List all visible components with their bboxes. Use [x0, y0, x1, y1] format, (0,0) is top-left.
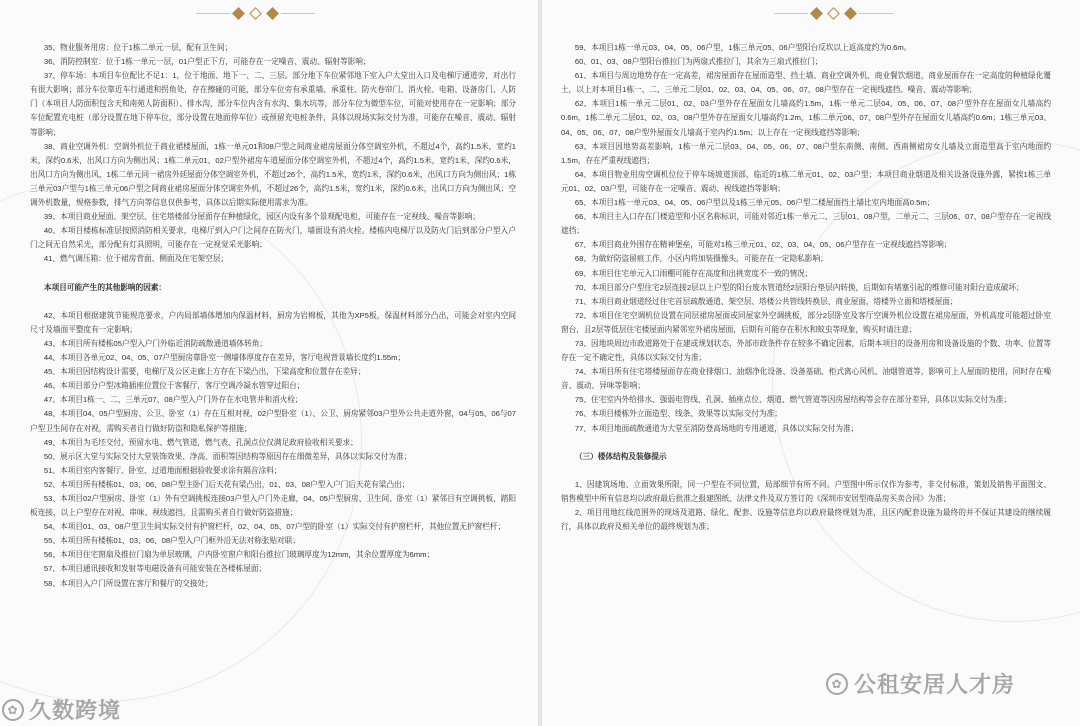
clause-75: 75、住宅室内外给排水、强弱电管线、孔洞、插座点位、烟道、燃气管道等因房屋结构等会存在部分差异，具体以实际交付为准；	[574, 395, 1012, 405]
watermark-left	[2, 694, 121, 725]
clause-45: 45、本项目因结构设计需要，电梯厅及公区走廊上方存在下梁凸出，下梁高度和位置存在差异；	[43, 367, 366, 377]
clause-65: 65、本项目1栋一单元03、04、05、06户型以及1栋三单元05、06户型二楼屋面挡土墙比室内地面高0.5m；	[574, 198, 935, 208]
watermark-logo-icon: ✿	[2, 699, 24, 721]
clause-53: 53、本项目02户型厨房、卧室（1）外有空调挑板连接03户型入户门外走廊，04、05户型厨房、卫生间、卧室（1）紧邻目有空调挑板、踏阳板连接，以上户型存在对视、串味、视线遮挡，且需购买者自行做好防盗措施；	[30, 494, 516, 518]
clause-48: 48、本项目04、05户型厨房、公卫、卧室（1）存在互相对视，02户型卧室（1）、公卫、厨房紧邻03户型外公共走道外窗，04与05、06与07户型卫生间存在对视，需购买者自行做好防盗和隐私保护等措施；	[30, 409, 516, 433]
clause-49: 49、本项目为毛坯交付，预留水电、燃气管道，燃气表、孔洞点位仅满足政府验收相关要求；	[43, 437, 358, 447]
structure-note-2: 2、项目用地红线范围外的现场及道路、绿化、配套、设施等信息均以政府最终规划为准，且区内配套设施为最终的并不保证其建设的继续履行，具体以政府及相关单位的最终规划为准；	[561, 508, 1051, 532]
clause-36: 36、消防控制室：位于1栋一单元一层，01户型正下方，可能存在一定噪音、震动、辐射等影响；	[43, 57, 371, 67]
clause-67: 67、本项目商业外围存在精神堡垒，可能对1栋三单元01、02、03、04、05、06户型存在一定视线遮挡等影响；	[574, 240, 952, 250]
clause-66: 66、本项目主入口存在门楼造型和小区名称标识，可能对邻近1栋一单元二、三层01、08户型，二单元二、三层06、07、08户型存在一定视线遮挡；	[561, 212, 1051, 236]
clause-56: 56、本项目住宅窗扇及推拉门扇为单层玻璃，户内卧室窗户和阳台推拉门玻璃厚度为12mm，其余位置厚度为6mm；	[43, 550, 435, 560]
clause-77: 77、本项目地面疏散通道为大堂至消防登高场地的专用通道，具体以实际交付为准；	[574, 423, 859, 433]
section-title-other-factors: 本项目可能产生的其他影响的因素：	[43, 282, 167, 292]
structure-note-1: 1、因建筑场地、立面效果所限，同一户型在不同位置，局部细节有所不同。户型图中所示仅作为参考，非交付标准，策划及销售平面图文、销售模型中所有信息均以政府最后批准之报建图纸、法律文件及双方签订的《深圳市安居型商品房买卖合同》为准；	[561, 479, 1051, 503]
clause-47: 47、本项目1栋一、二、三单元07、08户型入户门外存在水电管井和消火栓；	[43, 395, 303, 405]
watermark-right	[826, 668, 1015, 699]
clause-52: 52、本项目所有楼栋01、03、06、08户型主卧门后天花有梁凸出，01、03、08户型入户门后天花有梁凸出；	[43, 479, 410, 489]
clause-38: 38、商业空调外机：空调外机位于商业裙楼屋面，1栋一单元01和08户型之间商业裙房屋面分体空调室外机，不超过4个，高约1.5米，宽约1米，深约0.6米，出风口方向为侧出风；1栋二单元01、02户型外裙房车道屋面分体空调室外机，不超过4个，高约1.5米，宽约1米，深约0.6米，出风口方向为侧出风，1栋二单元同一裙房外廷屋面分体空调室外机，不超过26个，高约1.5米，宽约1米，深约0.6米，出风口方向为侧出风；1栋三单元03户型与1栋三单元06户型之间商业裙房屋面分体空调室外机，不超过26个，高约1.5米，宽约1米，深约0.6米，出风口方向为侧出风；空调外机数量，规格参数，排气方向等信息仅供参考，具体以后期实际使用需求为准。	[30, 141, 516, 208]
clause-35: 35、物业服务用房：位于1栋二单元一层，配有卫生间；	[43, 43, 233, 52]
clause-44: 44、本项目各单元02、04、05、07户型厨房靠卧室一侧墙体厚度存在差异，客厅电视背景墙长度约1.55m；	[43, 353, 406, 363]
clause-40: 40、本项目楼栋标准层按照消防相关要求，电梯厅到入户门之间存在防火门，墙面设有消火栓。楼栋内电梯厅以及防火门后到部分户型入户门之间无自然采光，部分配有灯具照明，可能存在一定视觉采光影响；	[30, 226, 516, 250]
clause-58: 58、本项目入户门所设置在客厅和餐厅的交接处；	[43, 578, 213, 588]
clause-59: 59、本项目1栋一单元03、04、05、06户型，1栋三单元05、06户型阳台反坎以上返高度约为0.6m。	[574, 43, 912, 52]
clause-50: 50、展示区大堂与实际交付大堂装饰效果、净高、面积等因结构等原因存在细微差异，具体以实际交付为准；	[43, 451, 412, 461]
clause-69: 69、本项目住宅单元入口雨棚可能存在高度和出挑宽度不一致的情况；	[574, 268, 813, 278]
section-title-structure: （三）楼体结构及装修提示	[574, 451, 667, 461]
clause-43: 43、本项目所有楼栋05户型入户门外临近消防疏散通道墙体转角；	[43, 338, 267, 348]
clause-57: 57、本项目通讯接收和发射等电磁设备有可能安装在各楼栋屋面；	[43, 564, 267, 574]
clause-70: 70、本项目部分户型住宅2层连接2层以上户型的阳台废水管道经2层阳台垫层内转换，后期如有堵塞引起的维修可能对阳台造成破坏；	[574, 282, 1024, 292]
clause-42: 42、本项目根据建筑节能规范要求，户内局部墙体增加内保温材料，厨房为岩棉板，其他为XP5板，保温材料部分凸出，可能会对室内空间尺寸及墙面平整度有一定影响；	[30, 310, 516, 334]
clause-37: 37、停车场：本项目车位配比不足1：1，位于地面、地下一、二、三层。部分地下车位紧邻地下室入户大堂出入口及电梯厅通道旁，对出行有很大影响；部分车位靠近车行通道和拐角处，存在擦碰的可能，部分车位旁有承重墙、承重柱、防火卷帘门、消火栓、电箱、设备房门、人防门（本项目人防面积包含天和南苑人防面积）、排水沟，部分车位内含有水沟、集水坑等，部分车位为微型车位，可能对使用存在一定影响；部分车位配置充电桩（部分设置在地下停车位，部分设置在地面停车位）或预留充电桩条件，具体以现场实际交付为准，可能存在噪音、震动、辐射等影响；	[30, 71, 516, 137]
clause-71: 71、本项目商业烟道经过住宅首层疏散通道、架空层、塔楼公共管线转换层、商业屋面，塔楼外立面和塔楼屋面；	[574, 296, 958, 306]
clause-60: 60、01、03、08户型阳台推拉门为两扇式推拉门，其余为三扇式推拉门；	[574, 57, 823, 67]
watermark-left-text: 久数跨境	[29, 698, 122, 723]
clause-61: 61、本项目与周边地势存在一定高差，裙房屋面存在屋面造型、挡土墙、商业空调外机、商业餐饮烟道，商业屋面存在一定高度的种植绿化覆土，以上对本项目1栋一、二、三单元二层01、02、03、04、05、06、07、08户型存在一定视线遮挡、噪音、震动等影响；	[561, 71, 1051, 95]
watermark-right-text: 公租安居人才房	[854, 672, 1016, 697]
left-page	[0, 0, 538, 726]
clause-72: 72、本项目住宅空调机位设置在同层裙房屋面或同屋家外空调挑板，部分2层卧室及客厅空调外机位设置在裙房屋面，外机高度可能超过卧室窗台，且2层等低层住宅楼屋面内紧邻室外裙房屋面，后期有可能存在积水和蚊虫等现象，购买时请注意；	[561, 310, 1051, 334]
clause-62: 62、本项目1栋一单元二层01、02、03户型外存在屋面女儿墙高约1.5m，1栋一单元二层04、05、06、07、08户型外存在屋面女儿墙高约0.6m，1栋二单元二层01、02、03、08户型外存在屋面女儿墙高约1.2m，1栋二单元06、07、08户型外存在屋面女儿墙高约0.6m；1栋三单元03、04、05、06、07、08户型外屋面女儿墙高于室内约1.5m；以上存在一定视线遮挡等影响；	[561, 99, 1051, 137]
header-ornament	[774, 8, 893, 18]
clause-68: 68、为做好防盗留痕工作，小区内将加装摄像头，可能存在一定隐私影响；	[574, 254, 828, 264]
clause-76: 76、本项目楼栋外立面造型、线条、效果等以实际交付为准；	[574, 409, 782, 419]
clause-41: 41、燃气调压箱：位于裙房背面、侧面及住宅架空层；	[43, 254, 228, 264]
clause-63: 63、本项目因地势高差影响，1栋一单元二层03、04、05、06、07、08户型东南侧、南侧、西南侧裙房女儿墙及立面造型高于室内地面约1.5m，存在严重视线遮挡；	[561, 141, 1051, 165]
clause-54: 54、本项目01、03、08户型卫生间实际交付有护窗栏杆，02、04、05、07户型的卧室（1）实际交付有护窗栏杆，其他位置无护窗栏杆；	[43, 522, 506, 532]
header-ornament	[196, 8, 315, 18]
clause-51: 51、本项目室内客餐厅、卧室、过道地面根据验收要求涂有隔音涂料；	[43, 465, 282, 475]
clause-39: 39、本项目商业屋面、架空层、住宅塔楼部分屋面存在种植绿化，园区内设有多个景观配电柜，可能存在一定视线、噪音等影响；	[43, 212, 481, 222]
watermark-logo-icon: ✿	[826, 673, 848, 695]
clause-64: 64、本项目物业用房空调机位位于停车场坡道顶部，临近的1栋二单元01、02、03户型；本项目商业烟道及相关设备设施外露，紧挨1栋三单元01、02、03户型，可能存在一定噪音、震动、视线遮挡等影响；	[561, 169, 1051, 193]
clause-55: 55、本项目所有楼栋01、03、06、08户型入户门框外沿无法对称张贴对联；	[43, 536, 300, 546]
clause-46: 46、本项目部分户型冰箱插座位置位于客餐厅，客厅空调冷凝水管穿过阳台；	[43, 381, 305, 391]
left-column	[30, 41, 516, 591]
clause-74: 74、本项目所有住宅塔楼屋面存在商业排烟口、油烟净化设备、设备基础、柜式离心风机、油烟管道等，影响可上人屋面的使用，同时存在噪音、震动、异味等影响；	[561, 367, 1051, 391]
right-column	[561, 41, 1051, 534]
right-page	[542, 0, 1080, 726]
clause-73: 73、因地块周边市政道路处于在建或规划状态，外部市政条件存在较多不确定因素，后期本项目的设备用房和设备设施的个数、功率、位置等存在一定不确定性，具体以实际交付为准；	[561, 338, 1051, 363]
